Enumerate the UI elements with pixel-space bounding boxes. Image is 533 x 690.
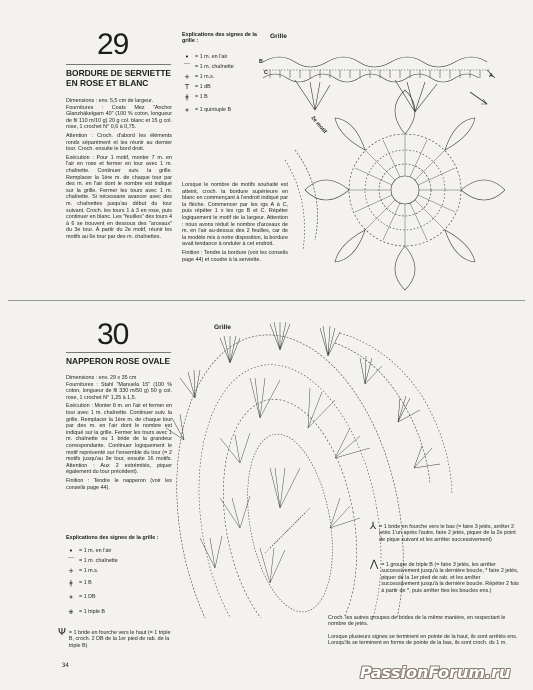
pattern-29-divider (66, 64, 171, 65)
slip-stitch-icon: ⌒ (183, 63, 191, 71)
section-separator (8, 300, 525, 301)
pattern-30-body (66, 375, 172, 491)
legend-row: T = 1 dB (182, 82, 254, 92)
pattern-29-number: 29 (97, 28, 129, 61)
pattern-30-finition: Finition : Tendre le napperon (voir les conseils page 44). (66, 477, 172, 491)
pattern-29-body (66, 98, 172, 240)
legend-row: ⌒ = 1 m. chaînette (183, 63, 234, 71)
pattern-30-legend (66, 546, 166, 620)
legend-row: ǂ = 1 B (182, 92, 254, 102)
legend-row: ⧧ = 1 DB (66, 590, 166, 604)
pattern-30-execution: Exécution : Monter 8 m. en l'air et fermer en tour avec 1 m. chaînette. Continuer suiv. la grille. Remplacer la 1ère m. de chaque tour par des m. en l'air dont le nombre est indiqué sur la grille. Fermer les tours avec 1 m. chaînette ou 1 bride de la grandeur correspondante. Continuer logiquement le motif représenté sur l'ensemble du tour (= 2 motifs jusqu'au 9e tour, ensuite 16 motifs. Attention : Aux 2 extrémités, piquer également du tour précédent). (66, 403, 172, 476)
pattern-29-execution: Exécution : Pour 1 motif, monter 7 m. en l'air en rose et fermer en tour avec 1 m. chaînette. Continuer suiv. la grille. Remplacer la 1ère m. de chaque tour par des m. en l'air dont le nombre est indiqué sur la grille. Fermer les tours avec 1 m. chaînette. Si nécessaire avancer avec des m. chaînettes jusqu'au début du tour suivant. Croch. les tours 1 à 3 en rose, puis continuer en blanc. Les "feuilles" des tours 4 à 6 se trouvent en dessous des "arceaux" du 3e tour. À partir du 2e motif, réunir les motifs au 6e tour par des m. chaînettes. (66, 154, 173, 240)
pattern-29-diagram (255, 40, 505, 310)
quintuple-crochet-icon: ⧧ (185, 105, 189, 114)
single-crochet-icon: + (68, 567, 74, 575)
watermark: PassionForum.ru (360, 663, 511, 682)
pattern-30-legend-title: Explications des signes de la grille : (66, 535, 159, 541)
page-number: 34 (62, 663, 69, 669)
legend-row: ⧺ = 1 triple B (66, 604, 166, 620)
legend-row: ⌒ = 1 m. chaînette (67, 557, 118, 565)
slip-stitch-icon: ⌒ (67, 557, 75, 565)
pattern-29-legend (182, 52, 254, 118)
pattern-29-finition: Finition : Tendre la bordure (voir les conseils page 44) et coudre à la serviette. (182, 249, 288, 263)
row-label-a: A (489, 73, 493, 79)
fork-up-icon: Ψ (58, 627, 66, 638)
pattern-30-grid-label: Grille (214, 324, 231, 331)
pattern-29-fournitures: Fournitures : Coats Mez "Anchor Glanzhäkelgarn 40" (100 % coton, longueur de fil 110 m/10 g) 20 g col. blanc et 15 g col. rose, 1 crochet N° 0,6 à 0,75. (66, 104, 172, 131)
pattern-29-legend-title: Explications des signes de la grille : (182, 32, 257, 45)
pattern-29-dimensions: Dimensions : env. 5,5 cm de largeur. (66, 98, 154, 104)
pattern-29-title: BORDURE DE SERVIETTE EN ROSE ET BLANC (66, 68, 172, 88)
legend-row: ǂ = 1 B (66, 576, 166, 590)
fork-down-icon: ⅄ (370, 521, 377, 532)
pattern-30-dimensions: Dimensions : env. 29 x 35 cm (66, 375, 137, 381)
fourche-bas-note: ⅄ = 1 bride en fourche vers le bas (= faire 3 jetés, arrêter 2 jetés 1'un après l'autre, faire 2 jetés, piquer de la 2e point de pique suivant et les arrêter successivement) (370, 521, 516, 543)
half-double-icon: T (184, 83, 190, 91)
pattern-29-grid-label: Grille (270, 33, 287, 40)
pattern-30-title: NAPPERON ROSE OVALE (66, 356, 171, 366)
points-note: Lorsque plusieurs signes se terminent en pointe de la haut, ils sont arrêtés ens. Lorsqu'ils se terminent en forme de pointe de la bas, ils sont croch. ds 1 m. (328, 634, 518, 647)
legend-row: • = 1 m. en l'air (66, 546, 166, 556)
treble-icon: ⧧ (69, 592, 73, 601)
double-crochet-icon: ǂ (185, 93, 189, 101)
fourche-haut-note: Ψ = 1 bride en fourche vers le haut (= 1 triple B, croch. 2 DB de la 1er pied de rab. de la triple B) (58, 627, 171, 649)
pattern-30-number: 30 (97, 318, 129, 351)
legend-row: + = 1 m.s. (66, 566, 166, 576)
legend-row: + = 1 m.s. (182, 72, 254, 82)
groupe-note: ⋀ = 1 groupe de triple B (= faire 3 jetés, les arrêter successivement jusqu'à la dernière boucle, * faire 2 jetés, piquer de la 1er pied de rab. et les arrêter successivement jusqu'à la dernière boucle. Répéter 2 fois à partir de *, puis arrêter ttes les boucles ens.) (370, 559, 519, 594)
pattern-30-fournitures: Fournitures : Stahl "Manuela 15" (100 % coton, longueur de fil 330 m/50 g) 50 g col. rose, 1 crochet N° 1,25 à 1,5. (66, 381, 172, 401)
legend-row: ⧧ = 1 quintuple B (182, 102, 254, 118)
row-label-b: B (259, 59, 263, 65)
second-motif-label: 2e motif (309, 115, 328, 135)
croch-note: Croch. les autres groupes de brides de la même manière, en respectant le nombre de jetés. (328, 615, 506, 628)
chain-icon: • (184, 53, 190, 61)
legend-row: • = 1 m. en l'air (182, 52, 254, 62)
pattern-29-assembly-text: Lorsque le nombre de motifs souhaité est atteint, croch. la bordure supérieure en blanc en commençant à l'endroit indiqué par la flèche. Commencer par les rgs A à C, puis répéter 1 x les rgs B et C. Répéter logiquement le motif de la largeur. Attention : nous avons réduit le nombre d'arceaux de m. en l'air au-dessus des 2 feuilles, car de la modèle mis à notre disposition, la bordure avait tendance à onduler à cet endroit. (182, 182, 288, 248)
triple-treble-icon: ⧺ (68, 608, 74, 616)
pattern-30-divider (66, 352, 171, 353)
single-crochet-icon: + (184, 73, 190, 81)
cluster-icon: ⋀ (370, 559, 379, 570)
double-crochet-icon: ǂ (69, 579, 73, 587)
row-label-c: C (264, 70, 268, 76)
pattern-29-attention: Attention : Croch. d'abord les éléments ronds séparément et les réunir au dernier tour. Croch. ensuite le bord droit. (66, 132, 172, 153)
chain-icon: • (68, 547, 74, 555)
